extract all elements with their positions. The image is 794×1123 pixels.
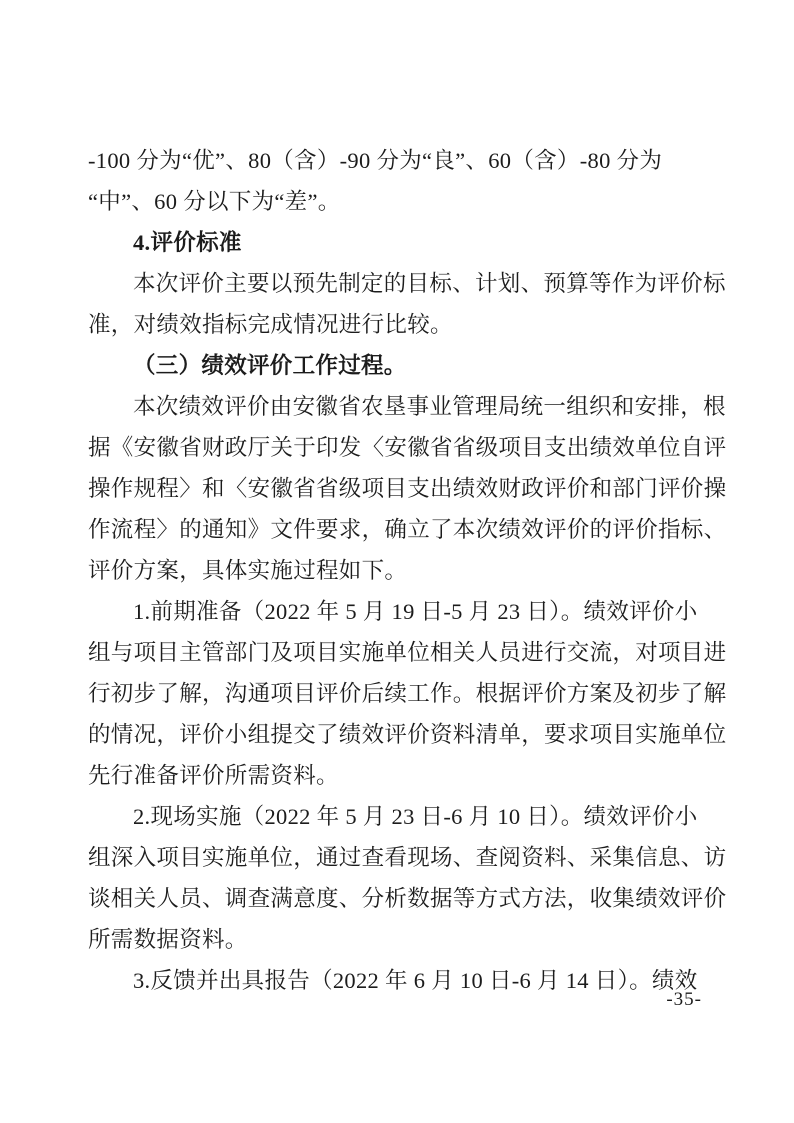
text-line: 的情况，评价小组提交了绩效评价资料清单，要求项目实施单位 [88, 722, 727, 747]
text-line: 本次绩效评价由安徽省农垦事业管理局统一组织和安排，根 [133, 394, 726, 419]
text-line: 组深入项目实施单位，通过查看现场、查阅资料、采集信息、访 [88, 845, 727, 870]
text-line: “中”、60 分以下为“差”。 [88, 189, 341, 214]
heading-evaluation-criteria: 4.评价标准 [133, 230, 242, 255]
text-line: 准，对绩效指标完成情况进行比较。 [88, 312, 453, 337]
text-line: 作流程〉的通知》文件要求，确立了本次绩效评价的评价指标、 [88, 517, 727, 542]
text-line-step1-preparation: 1.前期准备（2022 年 5 月 19 日-5 月 23 日）。绩效评价小 [133, 599, 698, 624]
text-line-step2-onsite: 2.现场实施（2022 年 5 月 23 日-6 月 10 日）。绩效评价小 [133, 804, 698, 829]
text-line: 本次评价主要以预先制定的目标、计划、预算等作为评价标 [133, 271, 726, 296]
text-line: 组与项目主管部门及项目实施单位相关人员进行交流，对项目进 [88, 640, 727, 665]
text-line: 行初步了解，沟通项目评价后续工作。根据评价方案及初步了解 [88, 681, 727, 706]
text-line: 谈相关人员、调查满意度、分析数据等方式方法，收集绩效评价 [88, 886, 727, 911]
heading-section-3-work-process: （三）绩效评价工作过程。 [133, 353, 407, 378]
text-line-step3-report: 3.反馈并出具报告（2022 年 6 月 10 日-6 月 14 日）。绩效 [133, 968, 698, 993]
text-line: 先行准备评价所需资料。 [88, 763, 339, 788]
text-line: 操作规程〉和〈安徽省省级项目支出绩效财政评价和部门评价操 [88, 476, 727, 501]
text-line: 据《安徽省财政厅关于印发〈安徽省省级项目支出绩效单位自评 [88, 435, 727, 460]
page-number: -35- [666, 989, 702, 1010]
text-line: -100 分为“优”、80（含）-90 分为“良”、60（含）-80 分为 [88, 148, 663, 173]
document-body [88, 140, 727, 1001]
text-line: 所需数据资料。 [88, 927, 248, 952]
text-line: 评价方案，具体实施过程如下。 [88, 558, 408, 583]
